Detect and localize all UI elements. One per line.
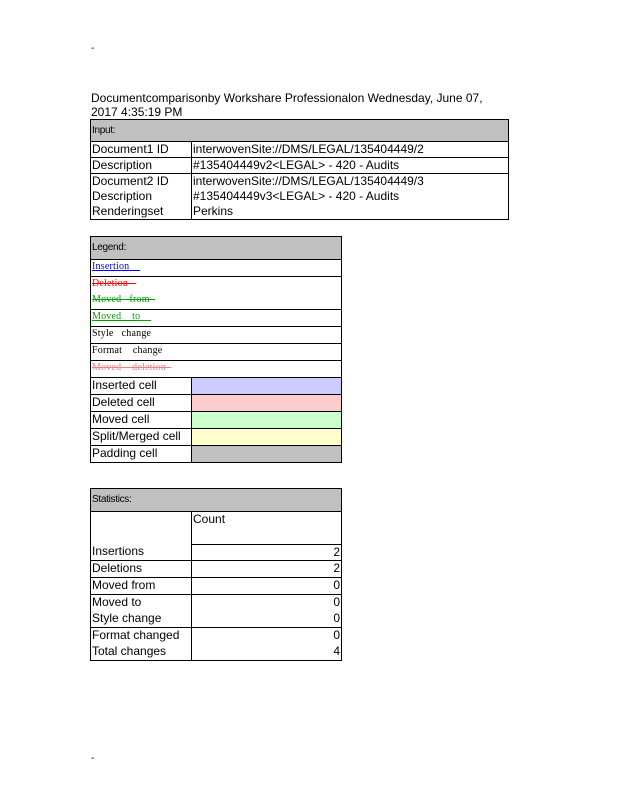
statistics-count: 2 — [192, 544, 342, 561]
statistics-label: Total changes — [91, 644, 192, 661]
input-label: Description — [91, 189, 192, 204]
input-header: Input: — [91, 120, 509, 142]
legend-cell-label: Inserted cell — [91, 378, 192, 395]
input-label: Renderingset — [91, 204, 192, 220]
input-row-doc1-id — [91, 142, 509, 158]
input-value: #135404449v3<LEGAL> - 420 - Audits — [192, 189, 509, 204]
statistics-label: Moved from — [91, 578, 192, 595]
legend-moved-to — [91, 310, 342, 327]
legend-table — [90, 236, 342, 463]
statistics-table — [90, 488, 342, 661]
legend-cell-split-merged — [91, 429, 342, 446]
input-value: interwovenSite://DMS/LEGAL/135404449/2 — [192, 142, 509, 158]
input-row-desc1 — [91, 158, 509, 174]
legend-moved-to-text: Moved to — [92, 311, 141, 322]
input-row-doc2-id — [91, 174, 509, 190]
statistics-label: Style change — [91, 611, 192, 628]
statistics-row — [91, 628, 342, 645]
input-value: #135404449v2<LEGAL> - 420 - Audits — [192, 158, 509, 174]
legend-swatch-moved — [192, 412, 342, 429]
statistics-row — [91, 644, 342, 661]
legend-deletion-text: Deletion — [92, 278, 129, 289]
statistics-row — [91, 595, 342, 612]
statistics-count: 0 — [192, 578, 342, 595]
statistics-blank — [91, 512, 192, 545]
legend-insertion-text: Insertion — [92, 261, 130, 272]
statistics-label: Moved to — [91, 595, 192, 612]
statistics-label: Deletions — [91, 561, 192, 578]
legend-swatch-padding — [192, 446, 342, 463]
statistics-count-header-row — [91, 512, 342, 545]
statistics-count: 2 — [192, 561, 342, 578]
page-mark-bottom: - — [91, 753, 95, 764]
statistics-count: 0 — [192, 628, 342, 645]
input-label: Document1 ID — [91, 142, 192, 158]
statistics-row — [91, 544, 342, 561]
statistics-header: Statistics: — [91, 489, 342, 512]
legend-insertion — [91, 260, 342, 277]
legend-cell-label: Split/Merged cell — [91, 429, 192, 446]
statistics-row — [91, 611, 342, 628]
input-value: interwovenSite://DMS/LEGAL/135404449/3 — [192, 174, 509, 190]
legend-style-change: Style change — [91, 327, 342, 344]
legend-cell-deleted — [91, 395, 342, 412]
statistics-count: 4 — [192, 644, 342, 661]
legend-swatch-deleted — [192, 395, 342, 412]
legend-swatch-inserted — [192, 378, 342, 395]
statistics-label: Insertions — [91, 544, 192, 561]
comparison-title: Documentcomparisonby Workshare Professionalon Wednesday, June 07, 2017 4:35:19 PM — [91, 91, 483, 119]
input-value: Perkins — [192, 204, 509, 220]
input-row-rendering-set — [91, 204, 509, 220]
legend-cell-label: Deleted cell — [91, 395, 192, 412]
legend-cell-inserted — [91, 378, 342, 395]
legend-moved-deletion-text: Moved deletion — [92, 362, 166, 373]
input-label: Document2 ID — [91, 174, 192, 190]
statistics-count: 0 — [192, 611, 342, 628]
statistics-count: 0 — [192, 595, 342, 612]
legend-header: Legend: — [91, 237, 342, 260]
legend-deletion — [91, 277, 342, 294]
input-table — [90, 119, 509, 220]
input-label: Description — [91, 158, 192, 174]
legend-cell-label: Padding cell — [91, 446, 192, 463]
page-mark-top: - — [91, 43, 95, 54]
legend-moved-from — [91, 293, 342, 310]
legend-format-change: Format change — [91, 344, 342, 361]
statistics-label: Format changed — [91, 628, 192, 645]
input-row-desc2 — [91, 189, 509, 204]
statistics-count-header: Count — [192, 512, 342, 545]
legend-cell-moved — [91, 412, 342, 429]
statistics-row — [91, 578, 342, 595]
legend-swatch-split-merged — [192, 429, 342, 446]
legend-cell-label: Moved cell — [91, 412, 192, 429]
legend-cell-padding — [91, 446, 342, 463]
statistics-row — [91, 561, 342, 578]
legend-moved-deletion — [91, 361, 342, 378]
legend-moved-from-text: Moved from — [92, 294, 150, 305]
